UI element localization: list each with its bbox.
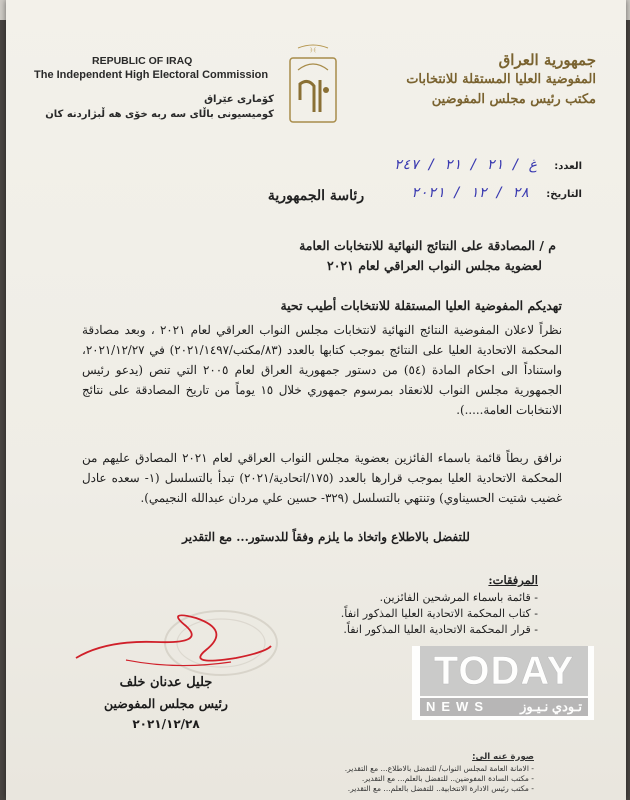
header-ar-commission: المفوضية العليا المستقلة للانتخابات <box>406 72 596 87</box>
signatory-date: ٢٠٢١/١٢/٢٨ <box>132 717 200 731</box>
header-en-commission: The Independent High Electoral Commission <box>34 69 269 81</box>
today-news-logo <box>412 646 594 720</box>
subject-line-1: م / المصادقة على النتائج النهائية للانتخابات العامة <box>299 238 556 253</box>
header-ar-republic: جمهورية العراق <box>498 51 596 69</box>
header-ku-commission: کومیسیونی باڵای سه ربه خۆی هه ڵبژاردنه کان <box>45 109 274 120</box>
header-ar-office: مكتب رئيس مجلس المفوضين <box>431 92 596 107</box>
paragraph-2: نرافق ربطاً قائمة باسماء الفائزين بعضوية مجلس النواب العراقي لعام ٢٠٢١ المصادق عليهم من المحكمة الاتحادية العليا بموجب قرارها بالعدد (١٧٥/اتحادية/٢٠٢١) تبدأ بالتسلسل (١- سعده عادل غضيب شتيت الحسيناوي) وتنتهي بالتسلسل (٣٢٩- حسين علي مردان عبدالله النجيمي). <box>82 451 563 505</box>
subject-line-2: لعضوية مجلس النواب العراقي لعام ٢٠٢١ <box>327 258 542 273</box>
news-bar <box>420 698 588 716</box>
header-kurdish <box>42 92 274 122</box>
paragraph-1: نظراً لاعلان المفوضية النتائج النهائية لانتخابات مجلس النواب العراقي لعام ٢٠٢١ ، وبعد مصادقة المحكمة الاتحادية العليا على النتائج بموجب كتابها بالعدد (٨٣/مكتب/٢٠٢١/١٤٩٧) في ٢٠٢١/١٢/٢٧، واستناداً الى احكام المادة (٥٤) من دستور جمهورية العراق لعام ٢٠٠٥ التي تنص (يدعو رئيس الجمهورية مجلس النواب للانعقاد بمرسوم جمهوري خلال ١٥ يوماً من تاريخ المصادقة على نتائج الانتخابات العامة.....). <box>82 323 562 417</box>
cc-item: - الامانة العامة لمجلس النواب/ للتفضل بالاطلاع... مع التقدير. <box>234 764 534 774</box>
reference-number-row <box>342 152 582 180</box>
attachment-item: - قائمة باسماء المرشحين الفائزين. <box>238 590 538 606</box>
closing-line: للتفضل بالاطلاع واتخاذ ما يلزم وفقاً للدستور... مع التقدير <box>182 530 470 544</box>
reference-date-label: التاريخ: <box>546 189 582 200</box>
signatory-title: رئيس مجلس المفوضين <box>104 696 228 711</box>
attachments-title: المرفقات: <box>488 573 538 587</box>
attachment-item: - قرار المحكمة الاتحادية العليا المذكور انفاً. <box>238 622 538 638</box>
news-en-text: NEWS <box>426 699 489 714</box>
header-en-republic: REPUBLIC OF IRAQ <box>92 55 193 67</box>
news-ar-text: تـودي نـيـوز <box>520 699 582 714</box>
reference-date-value: ٢٨ / ١٢ / ٢٠٢١ <box>411 185 530 201</box>
signatory-name: جليل عدنان خلف <box>119 675 213 690</box>
header-ku-republic: کۆماری عێراق <box>204 94 274 105</box>
greeting: تهديكم المفوضية العليا المستقلة للانتخابات أطيب تحية <box>280 298 562 313</box>
svg-text:﴿﴾: ﴿﴾ <box>309 47 317 54</box>
cc-section <box>234 752 534 794</box>
attachment-item: - كتاب المحكمة الاتحادية العليا المذكور انفاً. <box>238 606 538 622</box>
cc-item: - مكتب السادة المفوضين.. للتفضل بالعلم... مع التقدير. <box>234 774 534 784</box>
subject-block <box>96 236 556 276</box>
today-brand-text: TODAY <box>420 646 588 696</box>
cc-title: صورة عنه الى: <box>472 752 534 762</box>
handwritten-signature-icon <box>66 600 276 680</box>
reference-number-value: غ / ٢١ / ٢١ / ٢٤٧ <box>393 157 538 173</box>
cc-list <box>234 764 534 794</box>
letter-page <box>6 0 626 800</box>
header-english <box>34 54 304 82</box>
header-arabic <box>386 50 596 110</box>
reference-number-label: العدد: <box>554 161 582 172</box>
signature-block <box>76 672 256 734</box>
cc-item: - مكتب رئيس الادارة الانتخابية.. للتفضل بالعلم... مع التقدير. <box>234 784 534 794</box>
addressee: رئاسة الجمهورية <box>267 188 365 204</box>
commission-emblem-icon <box>268 40 358 132</box>
